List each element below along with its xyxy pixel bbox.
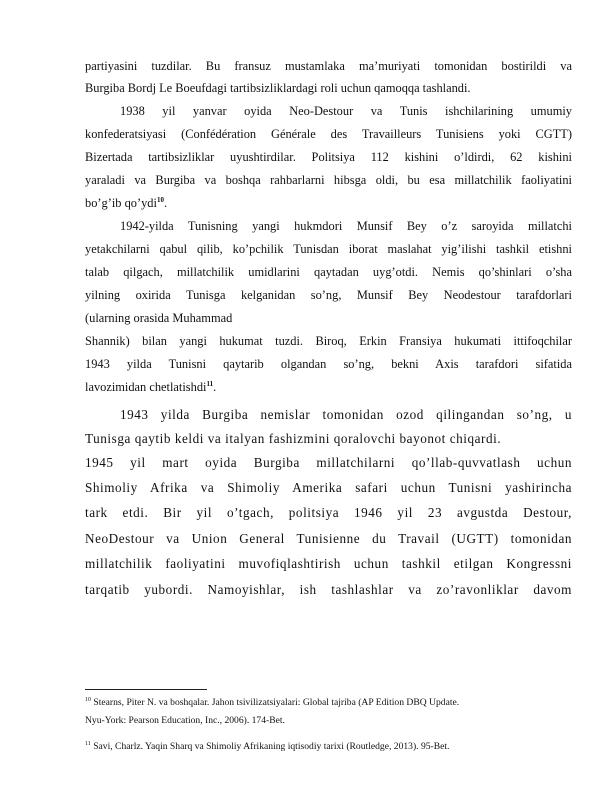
- body-line: 1943 yilda Tunisni qaytarib olgandan so’ng, bekni Axis tarafdori sifatida: [85, 357, 572, 371]
- footnote-text: Stearns, Piter N. va boshqalar. Jahon tsivilizatsiyalari: Global tajriba (AP Edition DBQ Update.: [93, 697, 460, 708]
- body-line: talab qilgach, millatchilik umidlarini qaytadan uyg’otdi. Nemis qo’shinlari o’sha: [85, 265, 572, 279]
- body-line: tark etdi. Bir yil o’tgach, politsiya 1946 yil 23 avgustda Destour,: [85, 505, 572, 520]
- body-line: 1938 yil yanvar oyida Neo-Destour va Tunis ishchilarining umumiy: [120, 104, 572, 118]
- body-line: Shannik) bilan yangi hukumat tuzdi. Biroq, Erkin Fransiya hukumati ittifoqchilar: [85, 334, 572, 348]
- body-line: yetakchilarni qabul qilib, ko’pchilik Tunisdan iborat maslahat yig’ilishi tashkil etishni: [85, 242, 572, 256]
- body-line: yaraladi va Burgiba va boshqa rahbarlarni hibsga oldi, bu esa millatchilik faoliyatini: [85, 173, 572, 187]
- body-line: (ularning orasida Muhammad: [85, 311, 233, 325]
- footnote-11: [85, 741, 572, 753]
- sentence-period: .: [163, 196, 168, 210]
- sentence-period: .: [213, 380, 217, 394]
- body-line: [85, 195, 572, 211]
- footnote-10: [85, 697, 572, 709]
- body-line: Bizertada tartibsizliklar uyushtirdilar. Politsiya 112 kishini o’ldirdi, 62 kishini: [85, 150, 572, 164]
- body-line: 1945 yil mart oyida Burgiba millatchilarni qo’llab-quvvatlash uchun: [85, 455, 572, 470]
- footnote-ref-10[interactable]: 10: [156, 195, 164, 204]
- footnote-ref-11[interactable]: 11: [206, 379, 214, 388]
- footnote-text: Savi, Charlz. Yaqin Sharq va Shimoliy Afrikaning iqtisodiy tarixi (Routledge, 2013). 95-Bet.: [93, 741, 450, 752]
- body-line: tarqatib yubordi. Namoyishlar, ish tashlashlar va zo’ravonliklar davom: [85, 582, 572, 597]
- body-line: NeoDestour va Union General Tunisienne du Travail (UGTT) tomonidan: [85, 531, 572, 546]
- footnote-number: 11: [85, 740, 91, 747]
- body-line: [85, 379, 572, 395]
- body-line: Shimoliy Afrika va Shimoliy Amerika safari uchun Tunisni yashirincha: [85, 480, 572, 495]
- body-line: Tunisga qaytib keldi va italyan fashizmini qoralovchi bayonot chiqardi.: [85, 431, 502, 446]
- footnote-divider: [85, 689, 207, 690]
- body-line: Burgiba Bordj Le Boeufdagi tartibsizliklardagi roli uchun qamoqqa tashlandi.: [85, 81, 471, 95]
- body-line: 1943 yilda Burgiba nemislar tomonidan ozod qilingandan so’ng, u: [120, 407, 572, 422]
- body-line-text: lavozimidan chetlatishdi: [85, 380, 207, 394]
- footnote-number: 10: [85, 696, 91, 703]
- body-line-text: bo’g’ib qo’ydi: [85, 196, 157, 210]
- body-line: 1942-yilda Tunisning yangi hukmdori Munsif Bey o’z saroyida millatchi: [120, 219, 572, 233]
- body-line: millatchilik faoliyatini muvofiqlashtirish uchun tashkil etilgan Kongressni: [85, 556, 572, 571]
- body-line: yilning oxirida Tunisga kelganidan so’ng, Munsif Bey Neodestour tarafdorlari: [85, 288, 572, 302]
- body-line: konfederatsiyasi (Confédération Générale des Travailleurs Tunisiens yoki CGTT): [85, 127, 572, 141]
- body-line: partiyasini tuzdilar. Bu fransuz mustamlaka ma’muriyati tomonidan bostirildi va: [85, 59, 572, 73]
- footnote-10-continued: Nyu-York: Pearson Education, Inc., 2006). 174-Bet.: [85, 715, 285, 726]
